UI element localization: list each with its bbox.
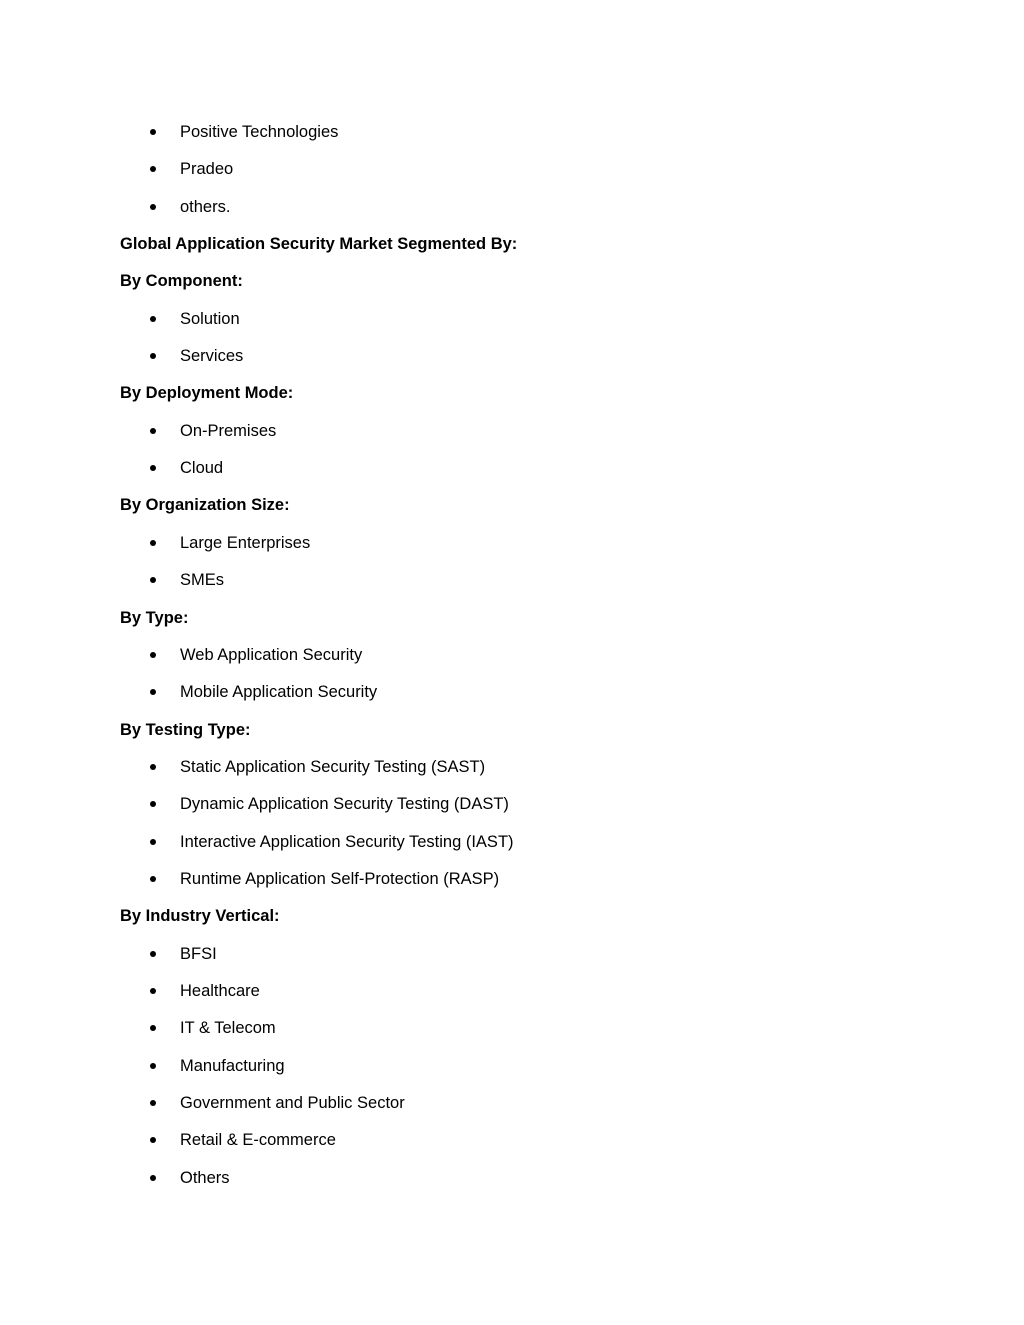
bullet-icon — [150, 577, 156, 583]
list-item-text: Solution — [180, 310, 240, 328]
bullet-icon — [150, 353, 156, 359]
bullet-icon — [150, 428, 156, 434]
list-item-text: Mobile Application Security — [180, 683, 378, 701]
list-item-text: Static Application Security Testing (SAST) — [180, 758, 486, 776]
bullet-icon — [150, 1137, 156, 1143]
bullet-icon — [150, 166, 156, 172]
list-item-text: SMEs — [180, 571, 225, 589]
list-item-text: Positive Technologies — [180, 123, 339, 141]
bullet-icon — [150, 876, 156, 882]
list-item-text: Healthcare — [180, 982, 260, 1000]
section-heading-component: By Component: — [120, 272, 243, 290]
list-item-text: Pradeo — [180, 160, 234, 178]
bullet-icon — [150, 764, 156, 770]
section-heading-industry-vertical: By Industry Vertical: — [120, 907, 280, 925]
bullet-icon — [150, 988, 156, 994]
list-item-text: Dynamic Application Security Testing (DAST) — [180, 795, 509, 813]
section-heading-testing-type: By Testing Type: — [120, 721, 251, 739]
bullet-icon — [150, 1025, 156, 1031]
list-item-text: Manufacturing — [180, 1057, 285, 1075]
main-heading: Global Application Security Market Segmented By: — [120, 235, 518, 253]
bullet-icon — [150, 839, 156, 845]
bullet-icon — [150, 129, 156, 135]
list-item-text: IT & Telecom — [180, 1019, 276, 1037]
list-item-text: Government and Public Sector — [180, 1094, 405, 1112]
list-item-text: Cloud — [180, 459, 224, 477]
section-heading-deployment-mode: By Deployment Mode: — [120, 384, 294, 402]
bullet-icon — [150, 1175, 156, 1181]
list-item-text: Services — [180, 347, 244, 365]
bullet-icon — [150, 689, 156, 695]
bullet-icon — [150, 204, 156, 210]
list-item-text: Others — [180, 1169, 230, 1187]
bullet-icon — [150, 316, 156, 322]
bullet-icon — [150, 801, 156, 807]
section-heading-organization-size: By Organization Size: — [120, 496, 290, 514]
list-item-text: Retail & E-commerce — [180, 1131, 336, 1149]
section-heading-type: By Type: — [120, 609, 189, 627]
bullet-icon — [150, 540, 156, 546]
bullet-icon — [150, 652, 156, 658]
bullet-icon — [150, 465, 156, 471]
list-item-text: On-Premises — [180, 422, 277, 440]
bullet-icon — [150, 1100, 156, 1106]
bullet-icon — [150, 951, 156, 957]
list-item-text: Interactive Application Security Testing (IAST) — [180, 833, 514, 851]
list-item-text: others. — [180, 198, 231, 216]
list-item-text: Runtime Application Self-Protection (RASP) — [180, 870, 500, 888]
list-item-text: Large Enterprises — [180, 534, 311, 552]
list-item-text: BFSI — [180, 945, 217, 963]
bullet-icon — [150, 1063, 156, 1069]
list-item-text: Web Application Security — [180, 646, 363, 664]
